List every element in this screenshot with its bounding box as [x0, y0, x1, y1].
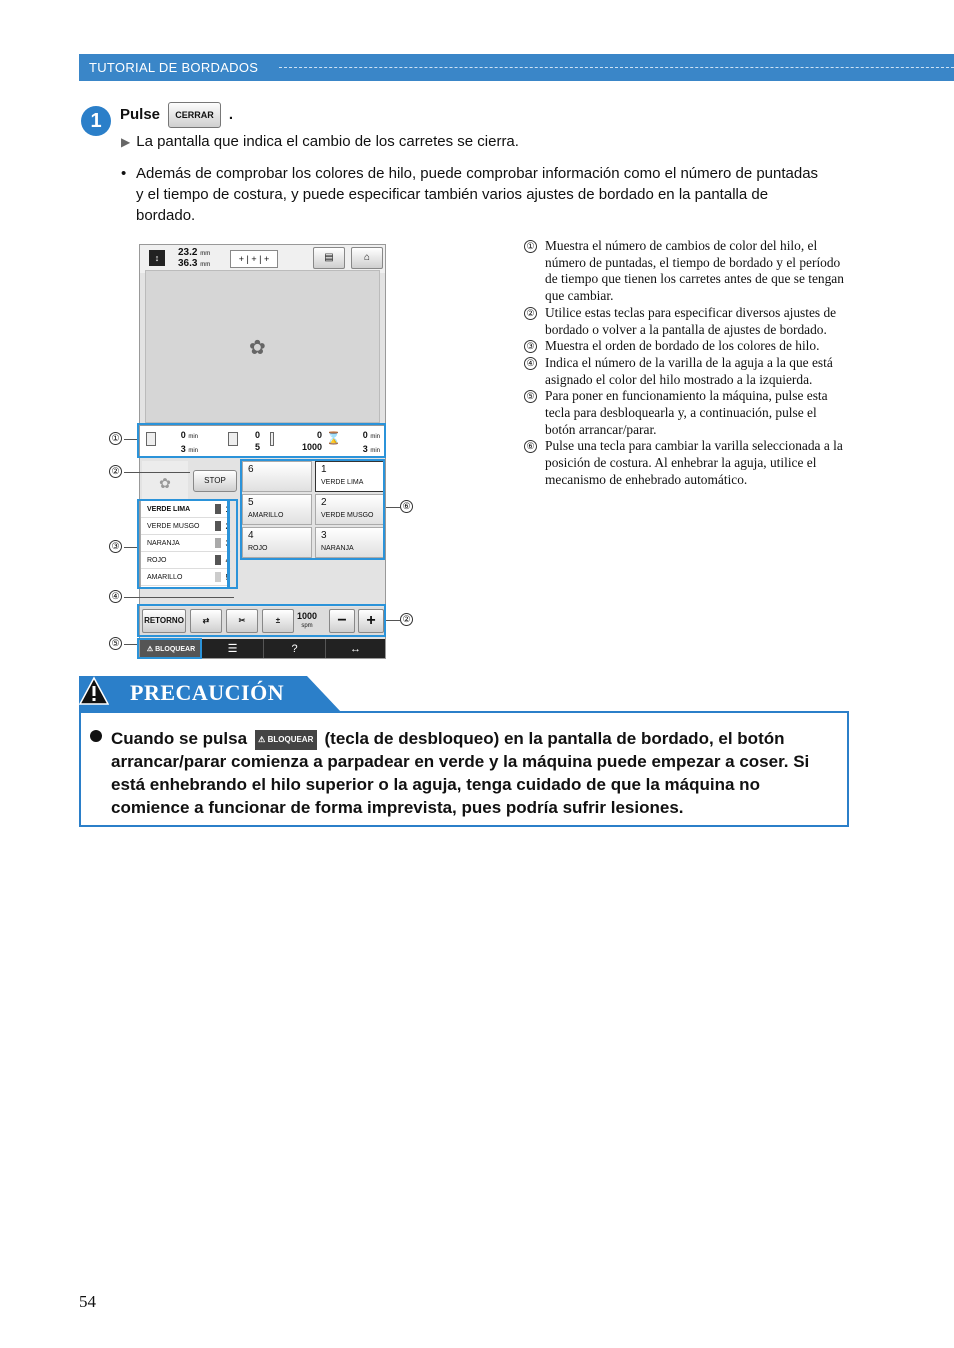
legend-item-5: ⑤ Para poner en funcionamiento la máquina, pulse esta tecla para desbloquearla y, a continuación, pulse el botón arrancar/parar.	[524, 388, 844, 438]
needle-button-1: 1 VERDE LIMA	[315, 461, 385, 492]
callout-2-left-line	[124, 472, 190, 473]
caution-title: PRECAUCIÓN	[130, 680, 285, 705]
highlight-info-strip	[137, 423, 386, 458]
needle-button-6: 6	[242, 461, 312, 492]
design-thumbnail: ✿	[142, 461, 188, 499]
spool-swap-icon: ⇄	[190, 609, 222, 633]
screen-top-bar	[140, 245, 385, 273]
highlight-color-list	[137, 499, 229, 589]
needle-button-5: 5 AMARILLO	[242, 494, 312, 525]
return-button: RETORNO	[142, 609, 186, 633]
settings-icon: ☰	[202, 639, 264, 659]
size-height-unit: mm	[200, 262, 211, 268]
caution-bullet-icon	[90, 730, 102, 742]
size-height: 36.3	[178, 258, 198, 269]
highlight-toolbar	[137, 604, 386, 637]
result-text: La pantalla que indica el cambio de los carretes se cierra.	[136, 133, 519, 150]
callout-5: ⑤	[109, 637, 122, 650]
frame-display-button: ▤	[313, 247, 345, 269]
note-text: Además de comprobar los colores de hilo, puede comprobar información como el número de puntadas y el tiempo de costura, y puede especificar también varios ajustes de bordado en la pantalla de bordado.	[136, 165, 819, 224]
hourglass-icon: ⌛	[326, 431, 341, 445]
size-readout	[178, 248, 210, 270]
design-preview-icon: ✿	[249, 337, 266, 359]
section-title: TUTORIAL DE BORDADOS	[89, 60, 259, 75]
lock-button: ⚠ BLOQUEAR	[140, 639, 202, 659]
highlight-lock	[137, 638, 202, 659]
highlight-needle-grid	[240, 459, 385, 560]
legend-item-4: ④ Indica el número de la varilla de la aguja a la que está asignado el color del hilo mostrado a la izquierda.	[524, 355, 844, 388]
bullet-icon: •	[121, 165, 127, 182]
stitch-step-icon: ±	[262, 609, 294, 633]
step-instruction	[120, 102, 233, 128]
step-number: 1	[81, 106, 111, 136]
callout-3: ③	[109, 540, 122, 553]
warning-icon	[79, 676, 109, 706]
callout-3-line	[124, 547, 137, 548]
needle-button-4: 4 ROJO	[242, 527, 312, 558]
step-instruction-pre: Pulse	[120, 105, 161, 123]
callout-legend	[524, 238, 844, 489]
time-readout-2: 0 min 3 min	[362, 430, 380, 454]
callout-5-line	[124, 644, 137, 645]
lock-key-image: ⚠ BLOQUEAR	[255, 730, 317, 750]
size-width: 23.2	[178, 247, 198, 258]
page-number: 54	[79, 1292, 96, 1311]
note-paragraph	[121, 163, 821, 226]
color-count-readout: 0 5	[254, 430, 260, 452]
frame-layout-icon: + | + | +	[230, 250, 278, 268]
embroidery-preview	[145, 270, 380, 423]
callout-2-right: ②	[400, 613, 413, 626]
size-icon: ↕	[149, 250, 165, 266]
list-item: NARANJA 3	[141, 535, 231, 552]
step-result	[121, 133, 519, 150]
callout-4: ④	[109, 590, 122, 603]
list-item: VERDE LIMA 1	[141, 501, 231, 518]
step-instruction-post: .	[228, 105, 234, 123]
needle-position-icon: ↔	[350, 643, 361, 655]
control-area	[140, 461, 240, 499]
thread-trim-icon: ✂	[226, 609, 258, 633]
caution-text-pre: Cuando se pulsa	[111, 729, 248, 748]
callout-2-left: ②	[109, 465, 122, 478]
legend-item-6: ⑥ Pulse una tecla para cambiar la varilla seleccionada a la posición de costura. Al enhebrar la aguja, utilice el mecanismo de enhebrado automático.	[524, 438, 844, 488]
stitch-count-readout: 0 1000	[301, 430, 322, 452]
caution-text	[111, 727, 839, 819]
legend-item-1: ① Muestra el número de cambios de color del hilo, el número de puntadas, el tiempo de bordado y el período de tiempo que tienen los carretes antes de que se tengan que cambiar.	[524, 238, 844, 305]
caution-text-post: (tecla de desbloqueo) en la pantalla de bordado, el botón arrancar/parar comienza a parpadear en verde y la máquina puede empezar a coser. Si está enhebrando el hilo superior o la aguja, tenga cuidado de que la máquina no comience a funcionar de forma imprevista, pues podría sufrir lesiones.	[111, 729, 810, 817]
section-header	[79, 54, 954, 81]
list-item: VERDE MUSGO 2	[141, 518, 231, 535]
list-item: ROJO 4	[141, 552, 231, 569]
speed-plus-button: +	[358, 609, 384, 633]
close-key-image: CERRAR	[168, 102, 221, 128]
legend-item-3: ③ Muestra el orden de bordado de los colores de hilo.	[524, 338, 844, 355]
callout-2-right-line	[386, 620, 400, 621]
speed-minus-button: −	[329, 609, 355, 633]
callout-6: ⑥	[400, 500, 413, 513]
caution-header	[79, 676, 341, 712]
highlight-needle-numbers	[228, 499, 238, 589]
size-width-unit: mm	[200, 251, 211, 257]
callout-1-line	[124, 439, 137, 440]
help-icon: ?	[264, 639, 326, 659]
header-divider	[279, 67, 954, 68]
home-icon: ⌂	[351, 247, 383, 269]
needle-button-2: 2 VERDE MUSGO	[315, 494, 385, 525]
time-readout-1: 0 min 3 min	[180, 430, 198, 454]
callout-1: ①	[109, 432, 122, 445]
legend-item-2: ② Utilice estas teclas para especificar diversos ajustes de bordado o volver a la pantalla de ajustes de bordado.	[524, 305, 844, 338]
callout-4-line	[124, 597, 234, 598]
speed-readout: 1000 spm	[297, 611, 318, 629]
callout-6-line	[386, 507, 400, 508]
needle-button-3: 3 NARANJA	[315, 527, 385, 558]
list-item: AMARILLO 5	[141, 569, 231, 586]
stop-button: STOP	[193, 470, 237, 492]
result-arrow-icon: ▶	[121, 135, 131, 149]
